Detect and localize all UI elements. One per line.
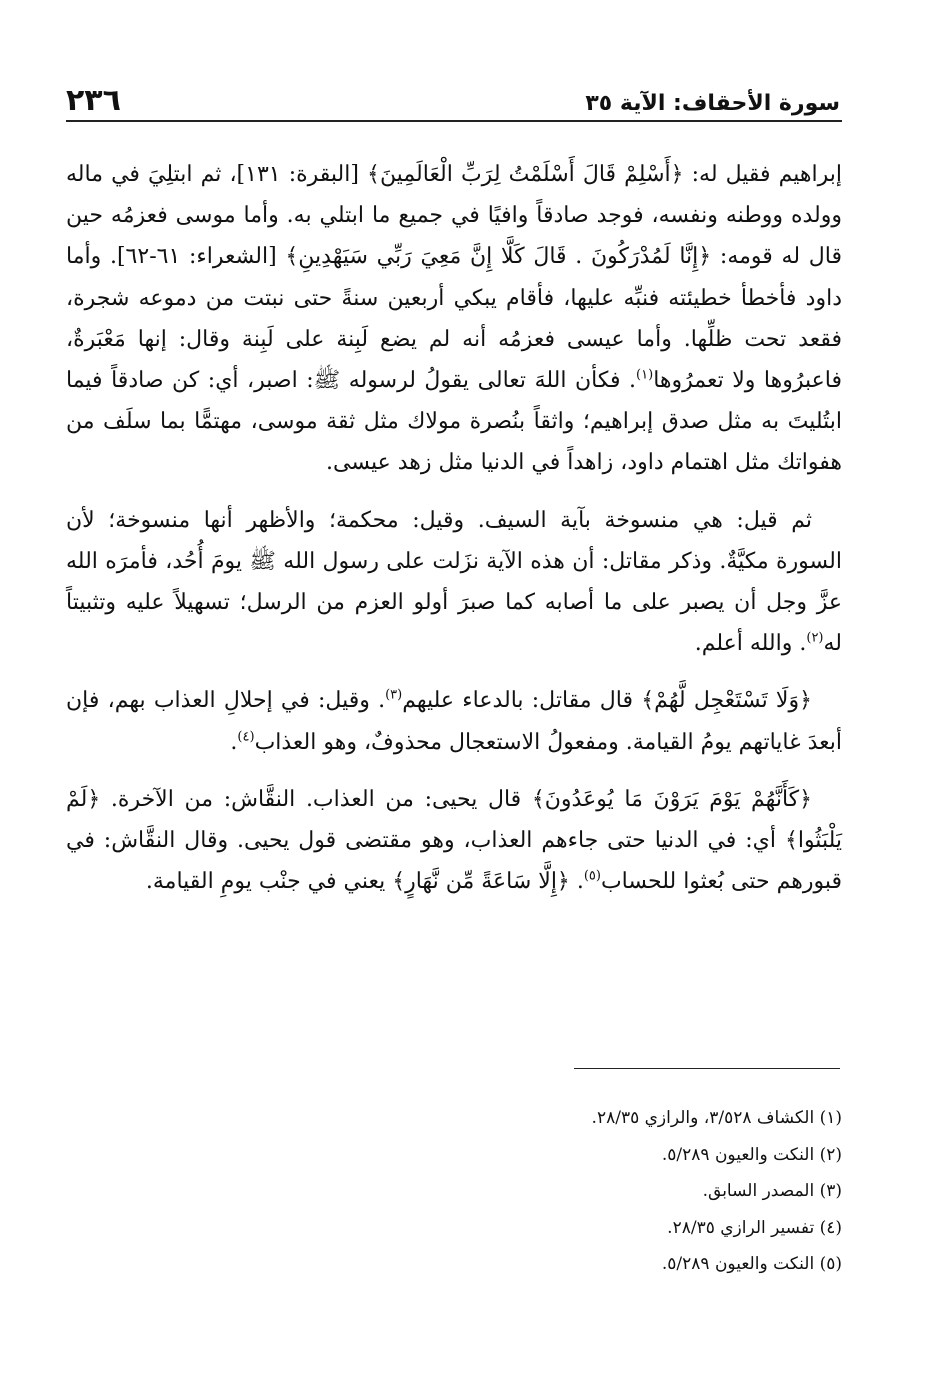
footnote-reference: (٥) xyxy=(583,868,601,884)
surah-title: سورة الأحقاف: الآية ٣٥ xyxy=(585,91,840,116)
text-run: قال مقاتل: بالدعاء عليهم xyxy=(402,688,642,714)
text-run: [البقرة: ١٣١]، ثم ابتلِيَ في ماله وولده ووطنه ونفسه، فوجد صادقاً وافيًا في جميع ما ابتلي به. وأما موسى فعزمُه حين قال له قومه: xyxy=(66,162,842,270)
footnote: (٣) المصدر السابق. xyxy=(702,1181,842,1201)
footnote-reference: (٤) xyxy=(237,729,255,745)
text-run: . xyxy=(230,729,238,755)
quran-quote: ﴿وَلَا تَسْتَعْجِل لَّهُمْ﴾ xyxy=(641,688,812,714)
footnote: (٥) النكت والعيون ٥/٢٨٩. xyxy=(661,1254,842,1274)
quran-quote: ﴿إِنَّا لَمُدْرَكُونَ . قَالَ كَلَّا إِنَّ مَعِيَ رَبِّي سَيَهْدِينِ﴾ xyxy=(285,244,712,270)
footnote: (٤) تفسير الرازي ٢٨/٣٥. xyxy=(667,1217,842,1238)
text-run: إبراهيم فقيل له: xyxy=(683,162,843,187)
header-rule xyxy=(66,120,842,122)
text-run: . xyxy=(569,869,584,895)
paragraph xyxy=(66,779,842,903)
body-text xyxy=(66,154,842,902)
text-run: . فكأن اللهَ تعالى يقولُ لرسوله ﷺ: اصبر، أي: كن صادقاً فيما ابتُليتَ به مثل صدق إبراهيم؛ واثقاً بنُصرة مولاك مثل ثقة موسى، مهتمًّا بما سلَف من هفواتك مثل اهتمام داود، زاهداً في الدنيا مثل زهد عيسى. xyxy=(66,368,842,476)
quran-quote: ﴿أَسْلِمْ قَالَ أَسْلَمْتُ لِرَبِّ الْعَالَمِينَ﴾ xyxy=(367,162,684,187)
quran-quote: ﴿لَمْ يَلْبَثُوا﴾ xyxy=(66,786,842,854)
quran-quote: ﴿كَأَنَّهُمْ يَوْمَ يَرَوْنَ مَا يُوعَدُونَ﴾ xyxy=(531,786,813,812)
running-header xyxy=(66,78,840,118)
footnote-reference: (١) xyxy=(636,367,654,383)
footnote: (٢) النكت والعيون ٥/٢٨٩. xyxy=(661,1144,842,1165)
footnote: (١) الكشاف ٣/٥٢٨، والرازي ٢٨/٣٥. xyxy=(591,1108,842,1128)
text-run: يعني في جنْب يومِ القيامة. xyxy=(145,869,393,895)
text-run: . وقيل: في إحلالِ العذاب بهم، فإن أبعدَ غاياتهم يومُ القيامة. ومفعولُ الاستعجال محذوفٌ، وهو العذاب xyxy=(66,688,842,755)
text-run: أي: في الدنيا حتى جاءهم العذاب، وهو مقتضى قول يحيى. وقال النقَّاش: في قبورهم حتى بُعثوا للحساب xyxy=(66,828,842,895)
footnote-separator xyxy=(574,1068,840,1069)
footnote-reference: (٣) xyxy=(385,688,403,704)
paragraph xyxy=(66,500,842,665)
footnotes xyxy=(66,1100,842,1283)
page-number: ٢٣٦ xyxy=(66,83,121,118)
paragraph xyxy=(66,680,842,762)
text-run: قال يحيى: من العذاب. النقَّاش: من الآخرة. xyxy=(100,786,532,812)
text-run: ثم قيل: هي منسوخة بآية السيف. وقيل: محكمة؛ والأظهر أنها منسوخة؛ لأن السورة مكيَّةٌ. وذكر مقاتل: أن هذه الآية نزَلت على رسول الله ﷺ يومَ أُحُد، فأمرَه الله عزَّ وجل أن يصبر على ما أصابه كما صبرَ أولو العزم من الرسل؛ تسهيلاً عليه وتثبيتاً له xyxy=(66,507,842,657)
quran-quote: ﴿إِلَّا سَاعَةً مِّن نَّهَارٍ﴾ xyxy=(392,869,570,895)
paragraph xyxy=(66,154,842,484)
text-run: [الشعراء: ٦١-٦٢]. وأما داود فأخطأ خطيئته فنبِّه عليها، فأقام يبكي أربعين سنةً حتى نبتت من دموعه شجرة، فقعد تحت ظلِّها. وأما عيسى فعزمُه أنه لم يضع لَبِنة على لَبِنة وقال: إنها مَعْبَرةٌ، فاعبرُوها ولا تعمرُوها xyxy=(66,244,842,394)
text-run: . والله أعلم. xyxy=(694,631,807,657)
footnote-reference: (٢) xyxy=(806,630,824,646)
